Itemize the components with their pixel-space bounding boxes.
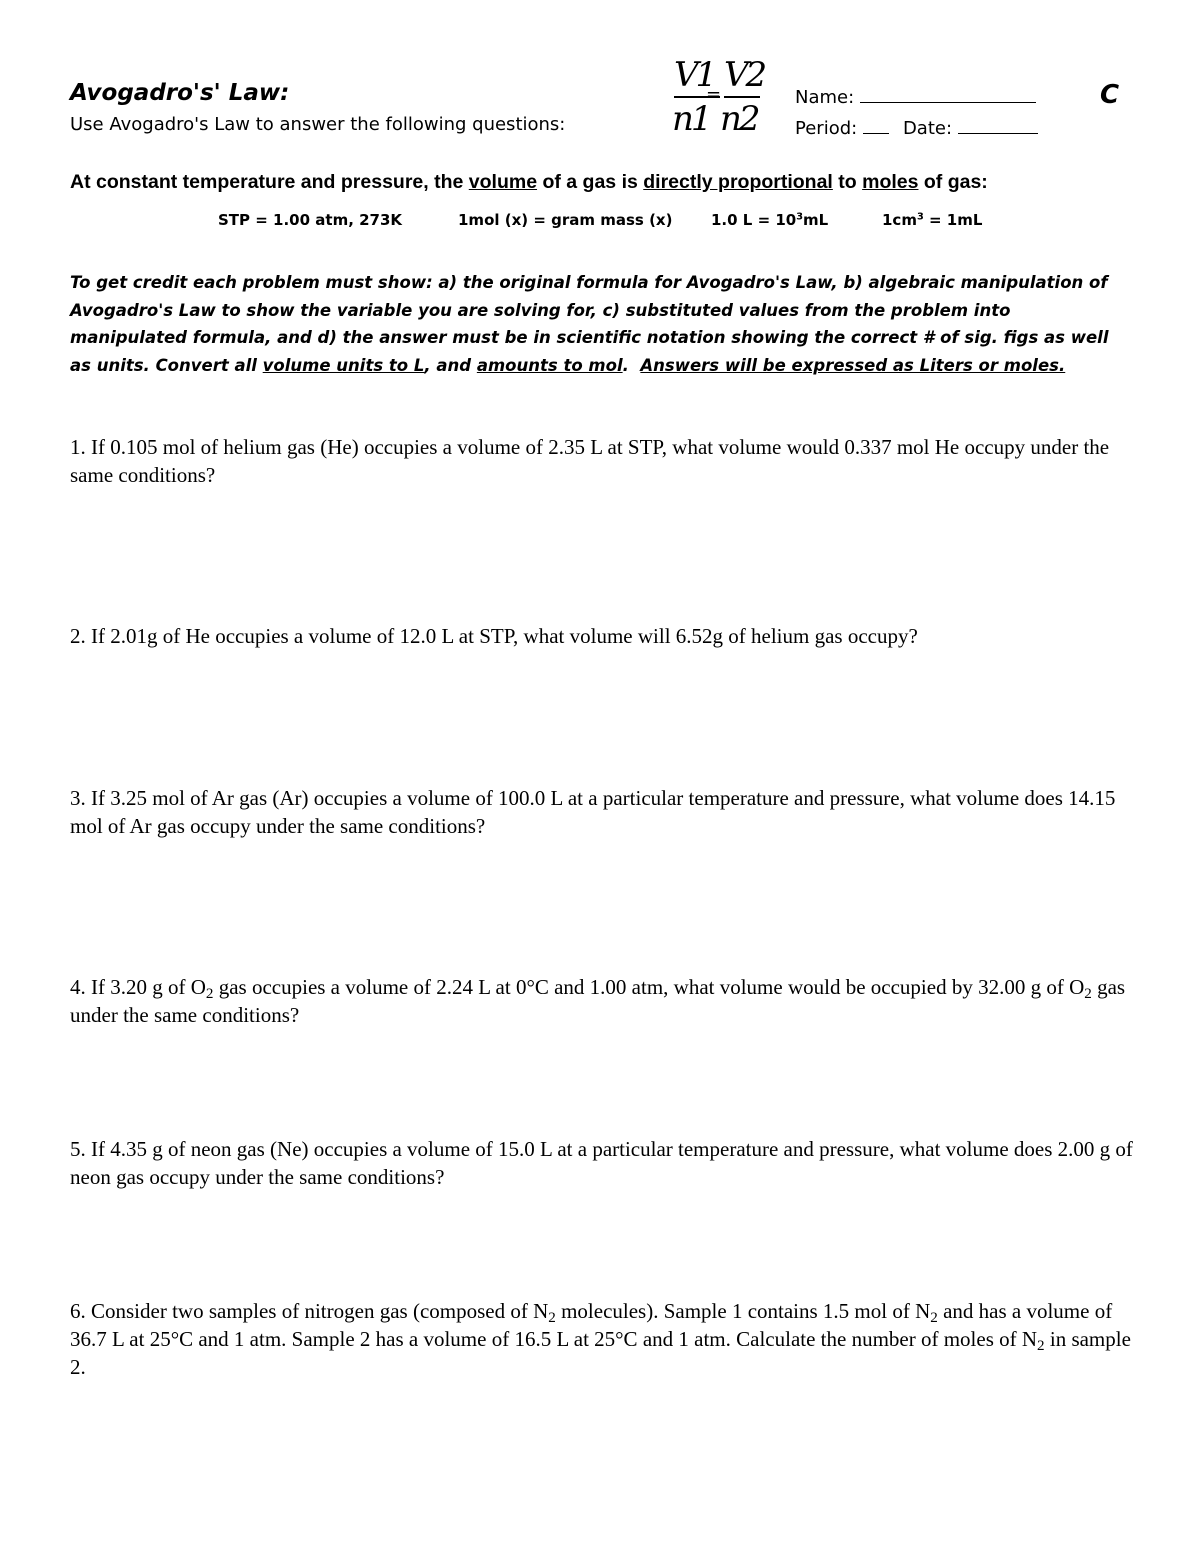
formula-n1: n1 (672, 99, 710, 139)
instructions-amounts: amounts to mol (476, 355, 623, 375)
question-6-sub-1: 2 (548, 1309, 556, 1326)
question-6-text-a: 6. Consider two samples of nitrogen gas (composed of N (70, 1299, 549, 1323)
formula-v1: V1 (674, 55, 715, 95)
instructions-volume-units: volume units to L (262, 355, 425, 375)
question-4-sub-2: 2 (1084, 985, 1092, 1002)
instructions-and: , and (424, 355, 477, 375)
question-6 (70, 1297, 1138, 1381)
instructions-answers: Answers will be expressed as Liters or moles. (640, 355, 1066, 375)
constant-liter-sup: 3 (796, 211, 804, 223)
question-4-text-c: gas under the same conditions? (70, 975, 1126, 1027)
question-6-sub-2: 2 (930, 1309, 938, 1326)
question-4-text-b: gas occupies a volume of 2.24 L at 0°C and 1.00 atm, what volume would be occupied by 32.00 g of O (213, 975, 1085, 999)
constant-stp: STP = 1.00 atm, 273K (218, 211, 403, 229)
principle-volume: volume (468, 171, 538, 193)
date-label: Date: (902, 118, 953, 139)
principle-directly-proportional: directly proportional (643, 171, 833, 193)
question-3: 3. If 3.25 mol of Ar gas (Ar) occupies a volume of 100.0 L at a particular temperature and pressure, what volume does 14.15 mol of Ar gas occupy under the same conditions? (70, 786, 1116, 838)
question-6-sub-3: 2 (1037, 1337, 1045, 1354)
page-title: Avogadro's' Law: (70, 80, 290, 106)
instructions-period: . (622, 355, 641, 375)
principle-text-4: of gas: (918, 171, 988, 193)
period-label: Period: (795, 118, 858, 139)
question-5: 5. If 4.35 g of neon gas (Ne) occupies a volume of 15.0 L at a particular temperature and pressure, what volume does 2.00 g of neon gas occupy under the same conditions? (70, 1137, 1133, 1189)
formula-line-right (724, 96, 760, 98)
instructions (70, 269, 1130, 379)
version-letter: C (1100, 80, 1120, 110)
question-4-sub-1: 2 (205, 985, 214, 1002)
question-6-text-b: molecules). Sample 1 contains 1.5 mol of N (555, 1299, 931, 1323)
period-blank[interactable] (863, 115, 889, 134)
constant-mol: 1mol (x) = gram mass (x) (458, 211, 673, 229)
instructions-main: To get credit each problem must show: a) the original formula for Avogadro's Law, b) algebraic manipulation of Avogadro's Law to show the variable you are solving for, c) substituted values from the problem into manipulated formula, and d) the answer must be in scientific notation showing the correct # of sig. figs as well as units. Convert all (70, 273, 1109, 375)
constant-liter (711, 211, 828, 229)
constant-cm-sup: 3 (916, 211, 924, 223)
constant-cm-text: 1cm (882, 211, 917, 229)
question-4-text-a: 4. If 3.20 g of O (70, 975, 206, 999)
formula-v2: V2 (724, 55, 765, 95)
principle-moles: moles (862, 171, 919, 193)
name-label: Name: (795, 87, 855, 108)
question-6-text-d: in sample 2. (70, 1327, 1131, 1379)
period-date-fields (795, 115, 1038, 139)
constant-liter-unit: mL (803, 211, 829, 229)
principle-statement (70, 171, 988, 194)
question-4 (70, 973, 1132, 1029)
principle-text-1: At constant temperature and pressure, the (70, 171, 469, 193)
name-blank[interactable] (860, 84, 1036, 103)
page-subtitle: Use Avogadro's Law to answer the following questions: (70, 114, 566, 135)
question-6-text-c: and has a volume of 36.7 L at 25°C and 1 atm. Sample 2 has a volume of 16.5 L at 25°C and 1 atm. Calculate the number of moles of N (70, 1299, 1113, 1351)
principle-text-2: of a gas is (537, 171, 644, 193)
name-field[interactable] (795, 84, 1036, 108)
principle-text-3: to (832, 171, 863, 193)
constant-cm (882, 211, 982, 229)
constant-cm-unit: = 1mL (923, 211, 983, 229)
constant-liter-text: 1.0 L = 10 (711, 211, 797, 229)
question-2: 2. If 2.01g of He occupies a volume of 12.0 L at STP, what volume will 6.52g of helium gas occupy? (70, 624, 918, 648)
formula-n2: n2 (720, 99, 758, 139)
formula-equals: = (706, 84, 722, 105)
date-blank[interactable] (958, 115, 1038, 134)
question-1: 1. If 0.105 mol of helium gas (He) occupies a volume of 2.35 L at STP, what volume would 0.337 mol He occupy under the same conditions? (70, 435, 1110, 487)
